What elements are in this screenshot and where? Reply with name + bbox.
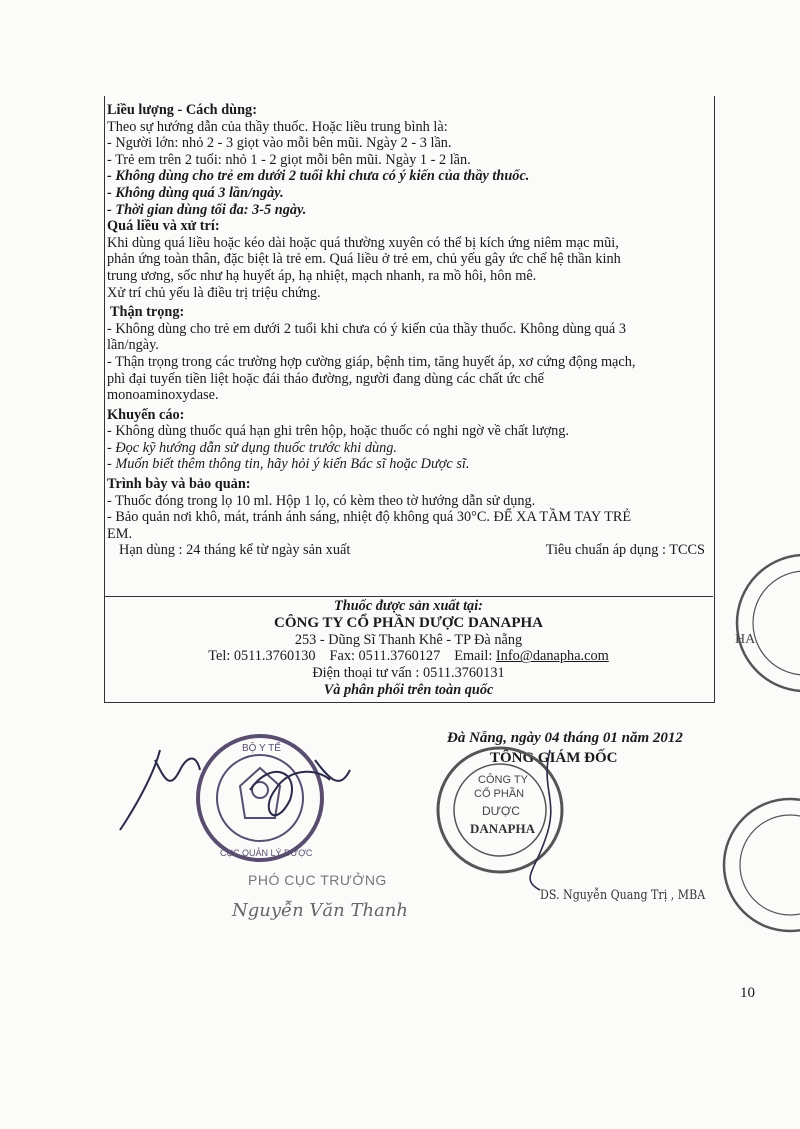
manufacturer-block [104,598,713,699]
director-name: DS. Nguyễn Quang Trị , MBA [540,888,706,903]
hotline-text: Điện thoại tư vấn : 0511.3760131 [312,665,505,682]
advice-line: - Không dùng thuốc quá hạn ghi trên hộp, hoặc thuốc có nghi ngờ về chất lượng. [107,423,570,440]
leaflet-body [107,102,707,559]
email-label: Email: [454,648,493,665]
caution-title: Thận trọng: [110,304,185,321]
dosage-warning: - Không dùng quá 3 lần/ngày. [107,184,284,201]
made-by-label: Thuốc được sản xuất tại: [334,598,483,614]
contact-row [104,648,713,665]
director-position: TỔNG GIÁM ĐỐC [490,750,618,766]
advice-title: Khuyến cáo: [107,406,185,423]
dosage-warning: - Thời gian dùng tối đa: 3-5 ngày. [107,201,307,218]
page-number: 10 [740,985,755,1001]
edge-stamp-top [725,548,800,698]
company-stamp-line-2: CỔ PHẦN [474,788,525,800]
section-divider [104,596,713,597]
caution-line: phì đại tuyến tiền liệt hoặc đái tháo đường, người đang dùng các chất ức chế [107,370,544,387]
director-signature [480,740,600,900]
overdose-line: Xử trí chủ yếu là điều trị triệu chứng. [107,284,321,301]
company-stamp-line-4: DANAPHA [470,821,535,836]
advice-line: - Muốn biết thêm thông tin, hãy hỏi ý kiến Bác sĩ hoặc Dược sĩ. [107,456,470,473]
ministry-stamp-label: BỘ Y TẾ [242,743,281,754]
caution-line: - Không dùng cho trẻ em dưới 2 tuổi khi chưa có ý kiến của thầy thuốc. Không dùng quá 3 [107,320,626,337]
signature-handwritten-left [100,720,380,870]
caution-line: lần/ngày. [107,337,159,354]
distribution-text: Và phân phối trên toàn quốc [323,681,494,698]
packaging-title: Trình bày và bảo quản: [107,476,251,493]
overdose-line: Khi dùng quá liều hoặc kéo dài hoặc quá thường xuyên có thể bị kích ứng niêm mạc mũi, [107,234,619,251]
packaging-line: EM. [107,525,133,542]
overdose-title: Quá liều và xử trí: [107,218,220,235]
edge-stamp-text: HA [735,632,756,647]
caution-line: monoaminoxydase. [107,387,219,404]
company-stamp-line-3: DƯỢC [482,804,520,818]
company-stamp-line-1: CÔNG TY [478,774,528,786]
email-link[interactable]: Info@danapha.com [495,648,609,665]
overdose-line: phản ứng toàn thân, đặc biệt là trẻ em. Quá liều ở trẻ em, chủ yếu gây ức chế hệ thần kinh [107,251,621,268]
ministry-stamp-lower: CỤC QUẢN LÝ DƯỢC [220,848,313,858]
dosage-warning: - Không dùng cho trẻ em dưới 2 tuổi khi chưa có ý kiến của thầy thuốc. [107,168,530,185]
packaging-line: - Thuốc đóng trong lọ 10 ml. Hộp 1 lọ, có kèm theo tờ hướng dẫn sử dụng. [107,492,536,509]
expiry-text: Hạn dùng : 24 tháng kể từ ngày sản xuất [119,542,351,559]
company-address: 253 - Dũng Sĩ Thanh Khê - TP Đà nẵng [294,631,523,648]
dosage-line: - Trẻ em trên 2 tuổi: nhỏ 1 - 2 giọt mỗi bên mũi. Ngày 1 - 2 lần. [107,151,471,168]
edge-stamp-bottom [700,790,800,950]
email-block [454,648,609,665]
date-line: Đà Nẵng, ngày 04 tháng 01 năm 2012 [447,730,683,746]
approval-title: PHÓ CỤC TRƯỞNG [248,872,387,888]
fax-text: Fax: 0511.3760127 [329,648,441,665]
packaging-line: - Bảo quản nơi khô, mát, tránh ánh sáng, nhiệt độ không quá 30°C. ĐỂ XA TẦM TAY TRẺ [107,509,632,526]
overdose-line: trung ương, sốc như hạ huyết áp, hạ nhiệt, mạch nhanh, ra mồ hôi, hôn mê. [107,267,537,284]
caution-line: - Thận trọng trong các trường hợp cường giáp, bệnh tim, tăng huyết áp, xơ cứng động mạch, [107,353,636,370]
dosage-line: Theo sự hướng dẫn của thầy thuốc. Hoặc liều trung bình là: [107,118,448,135]
tel-text: Tel: 0511.3760130 [208,648,316,665]
company-name: CÔNG TY CỔ PHẦN DƯỢC DANAPHA [273,614,544,631]
standard-text: Tiêu chuẩn áp dụng : TCCS [545,542,705,559]
advice-line: - Đọc kỹ hướng dẫn sử dụng thuốc trước khi dùng. [107,439,397,456]
approval-name: Nguyễn Văn Thanh [232,900,408,921]
dosage-title: Liều lượng - Cách dùng: [107,102,257,118]
dosage-line: - Người lớn: nhỏ 2 - 3 giọt vào mỗi bên mũi. Ngày 2 - 3 lần. [107,135,452,152]
expiry-row [107,542,707,559]
